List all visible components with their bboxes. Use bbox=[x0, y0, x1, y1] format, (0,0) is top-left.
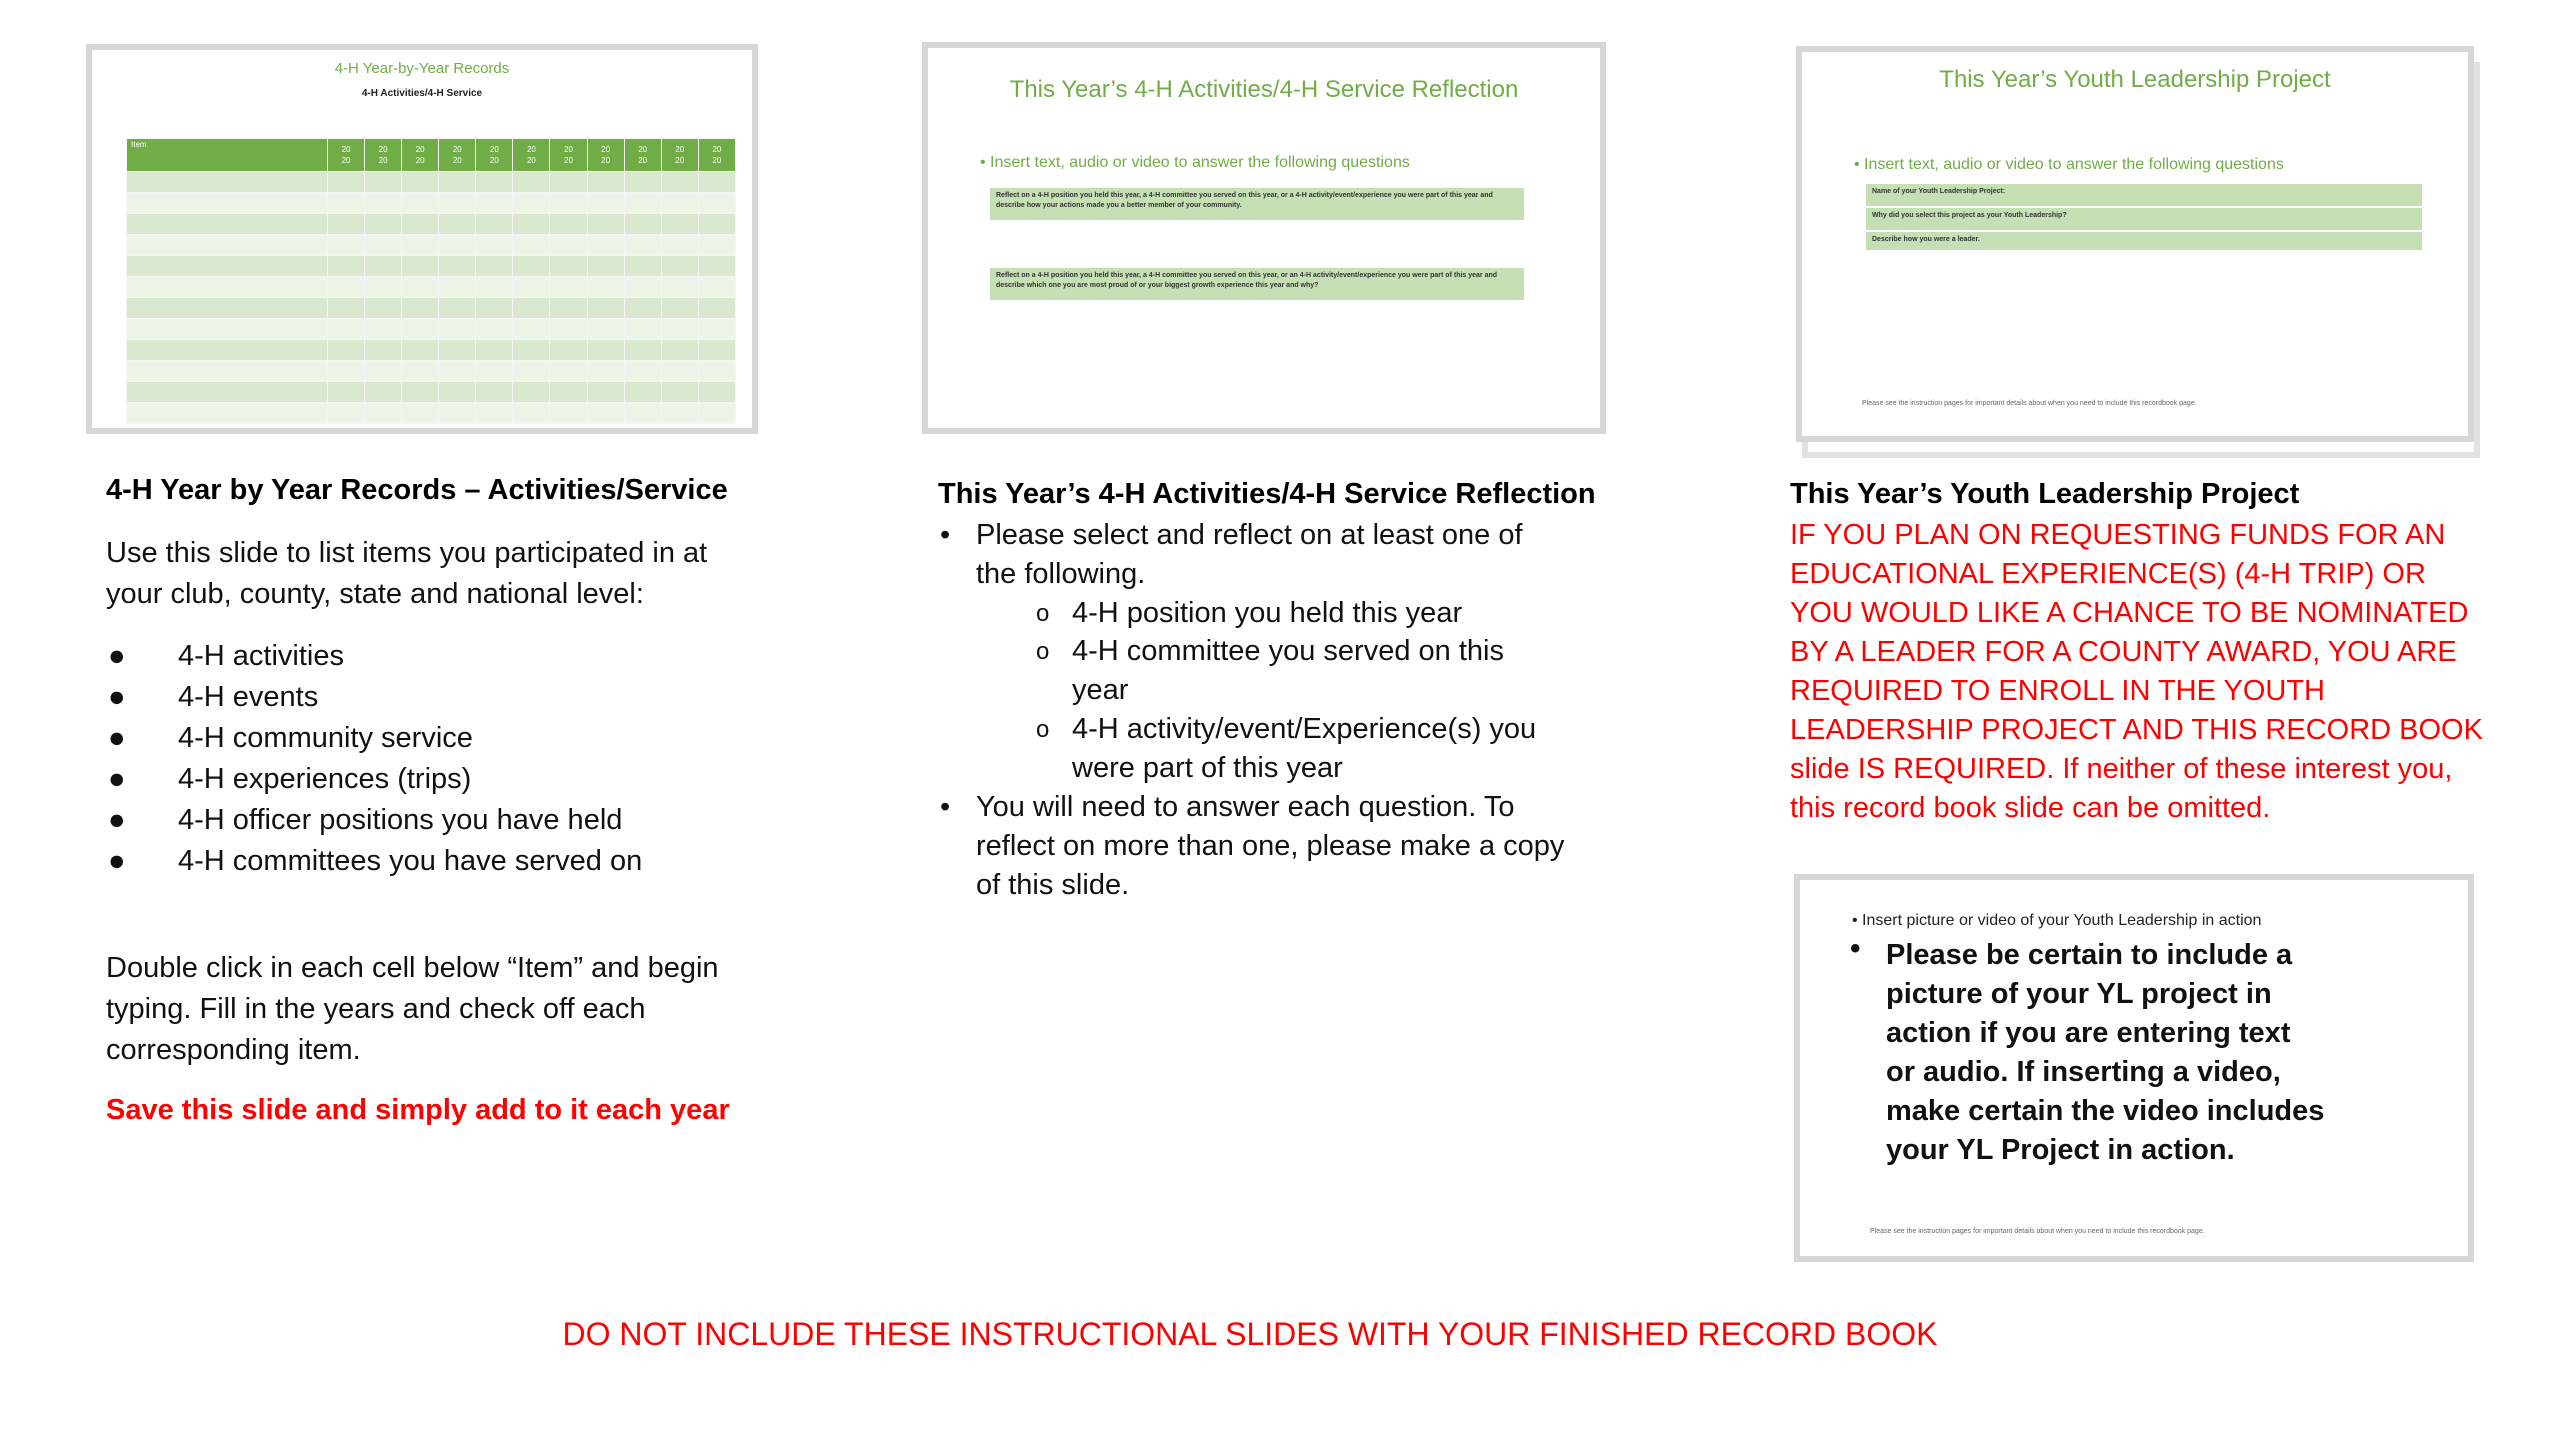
table-cell bbox=[402, 193, 439, 214]
table-cell bbox=[439, 298, 476, 319]
thumb-title: This Year’s 4-H Activities/4-H Service Reflection bbox=[1009, 76, 1519, 103]
table-cell bbox=[661, 172, 698, 193]
table-cell bbox=[476, 214, 513, 235]
table-cell bbox=[513, 382, 550, 403]
table-cell bbox=[365, 235, 402, 256]
table-cell bbox=[624, 193, 661, 214]
list-item: ● 4-H experiences (trips) bbox=[108, 763, 472, 795]
list-item: ● 4-H committees you have served on bbox=[108, 845, 643, 877]
reflection-thumbnail bbox=[922, 42, 1606, 434]
year-header: 20 20 bbox=[550, 139, 587, 172]
table-cell bbox=[513, 319, 550, 340]
table-cell bbox=[661, 361, 698, 382]
table-cell bbox=[513, 214, 550, 235]
year-header: 20 20 bbox=[698, 139, 735, 172]
table-cell bbox=[698, 340, 735, 361]
table-cell bbox=[328, 235, 365, 256]
table-cell bbox=[365, 277, 402, 298]
table-cell bbox=[439, 382, 476, 403]
table-cell bbox=[365, 193, 402, 214]
table-cell bbox=[328, 298, 365, 319]
list-item: ● 4-H community service bbox=[108, 722, 473, 754]
table-row bbox=[127, 214, 736, 235]
table-cell bbox=[402, 403, 439, 424]
table-row bbox=[127, 319, 736, 340]
table-cell bbox=[550, 382, 587, 403]
year-header: 20 20 bbox=[365, 139, 402, 172]
table-cell bbox=[365, 298, 402, 319]
table-cell bbox=[587, 277, 624, 298]
table-cell bbox=[365, 361, 402, 382]
table-cell bbox=[550, 235, 587, 256]
table-cell bbox=[513, 403, 550, 424]
thumb-small-bullet: • Insert picture or video of your Youth Leadership in action bbox=[1852, 912, 2262, 929]
table-cell bbox=[698, 298, 735, 319]
table-cell bbox=[476, 193, 513, 214]
table-row bbox=[127, 403, 736, 424]
thumb-large-bullet: Please be certain to include a picture of your YL project in action if you are entering text or audio. If inserting a video, make certain the video includes your YL Project in action. bbox=[1886, 939, 2325, 1166]
thumb-footnote: Please see the instruction pages for important details about when you need to include this recordbook page. bbox=[1870, 1228, 2205, 1235]
table-cell bbox=[587, 382, 624, 403]
table-cell bbox=[365, 403, 402, 424]
thumb-footnote: Please see the instruction pages for important details about when you need to include this recordbook page. bbox=[1862, 400, 2197, 407]
col1-item-list bbox=[106, 636, 766, 882]
table-cell bbox=[550, 277, 587, 298]
table-cell bbox=[365, 172, 402, 193]
table-cell bbox=[402, 256, 439, 277]
col2-sub-1-marker: o bbox=[1036, 600, 1050, 627]
table-cell bbox=[439, 172, 476, 193]
col2-bullet-2-marker: • bbox=[940, 791, 951, 823]
thumb-bullet: • Insert text, audio or video to answer the following questions bbox=[980, 154, 1410, 171]
year-header: 20 20 bbox=[402, 139, 439, 172]
table-row bbox=[127, 361, 736, 382]
table-cell bbox=[587, 172, 624, 193]
table-cell bbox=[698, 172, 735, 193]
table-cell bbox=[550, 193, 587, 214]
table-cell bbox=[127, 403, 328, 424]
table-cell bbox=[698, 361, 735, 382]
table-cell bbox=[698, 382, 735, 403]
table-cell bbox=[476, 361, 513, 382]
table-cell bbox=[661, 214, 698, 235]
table-cell bbox=[587, 403, 624, 424]
table-cell bbox=[402, 277, 439, 298]
grid-body bbox=[127, 172, 736, 424]
table-cell bbox=[476, 172, 513, 193]
year-header: 20 20 bbox=[476, 139, 513, 172]
table-cell bbox=[661, 277, 698, 298]
table-cell bbox=[550, 214, 587, 235]
table-cell bbox=[476, 340, 513, 361]
reflection-box-1: Reflect on a 4-H position you held this year, a 4-H committee you served on this year, or a 4-H activity/event/experience you were part of this year and describe how your actions made you a better member of your community. bbox=[990, 188, 1524, 220]
table-cell bbox=[587, 340, 624, 361]
table-cell bbox=[661, 319, 698, 340]
table-cell bbox=[513, 298, 550, 319]
leadership-row-3: Describe how you were a leader. bbox=[1872, 236, 1980, 243]
table-cell bbox=[624, 172, 661, 193]
table-cell bbox=[328, 382, 365, 403]
table-cell bbox=[624, 382, 661, 403]
table-cell bbox=[476, 382, 513, 403]
table-cell bbox=[698, 193, 735, 214]
col2-heading: This Year’s 4-H Activities/4-H Service Reflection bbox=[938, 478, 1596, 510]
table-cell bbox=[328, 361, 365, 382]
table-cell bbox=[513, 256, 550, 277]
table-cell bbox=[661, 193, 698, 214]
col3-heading: This Year’s Youth Leadership Project bbox=[1790, 478, 2300, 510]
leadership-picture-thumbnail bbox=[1794, 874, 2474, 1262]
table-cell bbox=[624, 277, 661, 298]
table-cell bbox=[328, 214, 365, 235]
table-cell bbox=[698, 256, 735, 277]
table-cell bbox=[365, 256, 402, 277]
table-cell bbox=[439, 235, 476, 256]
table-cell bbox=[127, 235, 328, 256]
year-header: 20 20 bbox=[624, 139, 661, 172]
table-cell bbox=[439, 361, 476, 382]
thumb-subtitle: 4-H Activities/4-H Service bbox=[361, 88, 483, 99]
table-cell bbox=[661, 382, 698, 403]
col2-sub-2-marker: o bbox=[1036, 638, 1050, 665]
table-cell bbox=[698, 214, 735, 235]
col1-heading: 4-H Year by Year Records – Activities/Service bbox=[106, 474, 728, 506]
col2-sub-3-marker: o bbox=[1036, 716, 1050, 743]
table-cell bbox=[127, 382, 328, 403]
col1-save-note: Save this slide and simply add to it each year bbox=[106, 1094, 730, 1126]
table-cell bbox=[402, 319, 439, 340]
table-cell bbox=[127, 214, 328, 235]
table-cell bbox=[513, 361, 550, 382]
table-row bbox=[127, 298, 736, 319]
table-cell bbox=[439, 193, 476, 214]
records-grid bbox=[126, 138, 736, 424]
table-cell bbox=[402, 340, 439, 361]
table-cell bbox=[550, 361, 587, 382]
col2-sub-1: 4-H position you held this year bbox=[1072, 597, 1463, 629]
footer-notice: DO NOT INCLUDE THESE INSTRUCTIONAL SLIDES WITH YOUR FINISHED RECORD BOOK bbox=[562, 1316, 1938, 1352]
table-cell bbox=[127, 256, 328, 277]
table-row bbox=[127, 235, 736, 256]
table-cell bbox=[476, 277, 513, 298]
table-cell bbox=[127, 298, 328, 319]
year-header: 20 20 bbox=[661, 139, 698, 172]
table-cell bbox=[587, 235, 624, 256]
col3-warning: IF YOU PLAN ON REQUESTING FUNDS FOR AN EDUCATIONAL EXPERIENCE(S) (4-H TRIP) OR YOU WOULD LIKE A CHANCE TO BE NOMINATED BY A LEADER FOR A COUNTY AWARD, YOU ARE REQUIRED TO ENROLL IN THE YOUTH LEADERSHIP PROJECT AND THIS RECORD BOOK slide IS REQUIRED. If neither of these interest you, this record book slide can be omitted. bbox=[1790, 519, 2483, 824]
table-cell bbox=[513, 340, 550, 361]
table-cell bbox=[624, 340, 661, 361]
col1-intro: Use this slide to list items you participated in at your club, county, state and national level: bbox=[106, 537, 708, 610]
table-cell bbox=[328, 403, 365, 424]
table-cell bbox=[698, 319, 735, 340]
table-cell bbox=[698, 235, 735, 256]
col2-bullet-1: Please select and reflect on at least one of the following. bbox=[976, 519, 1523, 590]
table-cell bbox=[698, 277, 735, 298]
table-cell bbox=[127, 340, 328, 361]
table-row bbox=[127, 340, 736, 361]
list-item: ● 4-H officer positions you have held bbox=[108, 804, 623, 836]
col2-bullet-2: You will need to answer each question. To reflect on more than one, please make a copy of this slide. bbox=[976, 791, 1565, 901]
table-cell bbox=[661, 235, 698, 256]
table-row bbox=[127, 382, 736, 403]
table-cell bbox=[624, 214, 661, 235]
table-cell bbox=[328, 277, 365, 298]
table-row bbox=[127, 172, 736, 193]
col2-sub-2: 4-H committee you served on this year bbox=[1072, 635, 1504, 706]
table-cell bbox=[587, 256, 624, 277]
table-cell bbox=[402, 214, 439, 235]
year-header: 20 20 bbox=[513, 139, 550, 172]
table-cell bbox=[550, 172, 587, 193]
table-cell bbox=[365, 319, 402, 340]
table-cell bbox=[365, 382, 402, 403]
table-cell bbox=[587, 298, 624, 319]
table-cell bbox=[328, 193, 365, 214]
table-cell bbox=[127, 361, 328, 382]
table-cell bbox=[365, 340, 402, 361]
item-header: Item bbox=[127, 139, 328, 172]
list-item: ● 4-H activities bbox=[108, 640, 344, 672]
reflection-box-2: Reflect on a 4-H position you held this year, a 4-H committee you served on this year, or an 4-H activity/event/experience you were part of this year and describe which one you are most proud of or your biggest growth experience this year and why? bbox=[990, 268, 1524, 300]
thumb-bullet: • Insert text, audio or video to answer the following questions bbox=[1854, 156, 2284, 173]
table-cell bbox=[476, 256, 513, 277]
table-cell bbox=[550, 403, 587, 424]
leadership-row-1: Name of your Youth Leadership Project: bbox=[1866, 184, 2422, 208]
table-cell bbox=[127, 172, 328, 193]
table-cell bbox=[698, 403, 735, 424]
list-item: ● 4-H events bbox=[108, 681, 319, 713]
table-cell bbox=[402, 298, 439, 319]
table-cell bbox=[624, 403, 661, 424]
leadership-thumbnail bbox=[1796, 46, 2474, 442]
table-cell bbox=[624, 235, 661, 256]
table-cell bbox=[402, 235, 439, 256]
thumb-large-bullet-marker: • bbox=[1850, 932, 1861, 965]
table-cell bbox=[550, 298, 587, 319]
year-header: 20 20 bbox=[439, 139, 476, 172]
table-cell bbox=[439, 256, 476, 277]
table-cell bbox=[476, 403, 513, 424]
table-cell bbox=[513, 235, 550, 256]
table-cell bbox=[513, 193, 550, 214]
table-cell bbox=[661, 403, 698, 424]
table-cell bbox=[550, 319, 587, 340]
table-cell bbox=[587, 214, 624, 235]
table-cell bbox=[439, 403, 476, 424]
table-cell bbox=[127, 193, 328, 214]
table-cell bbox=[328, 319, 365, 340]
table-cell bbox=[476, 319, 513, 340]
year-header: 20 20 bbox=[328, 139, 365, 172]
table-cell bbox=[127, 319, 328, 340]
table-cell bbox=[328, 340, 365, 361]
table-cell bbox=[587, 319, 624, 340]
table-cell bbox=[328, 256, 365, 277]
table-row bbox=[127, 193, 736, 214]
table-cell bbox=[513, 277, 550, 298]
table-cell bbox=[587, 361, 624, 382]
table-cell bbox=[624, 298, 661, 319]
year-records-thumbnail bbox=[86, 44, 758, 434]
table-cell bbox=[439, 214, 476, 235]
thumb-title: 4-H Year-by-Year Records bbox=[334, 60, 510, 77]
table-cell bbox=[328, 172, 365, 193]
thumb-title: This Year’s Youth Leadership Project bbox=[1939, 66, 2331, 93]
table-cell bbox=[402, 382, 439, 403]
table-cell bbox=[624, 361, 661, 382]
table-cell bbox=[476, 298, 513, 319]
leadership-row-2: Why did you select this project as your Youth Leadership? bbox=[1866, 208, 2422, 232]
table-cell bbox=[402, 361, 439, 382]
col2-bullet-1-marker: • bbox=[940, 519, 951, 551]
table-cell bbox=[624, 256, 661, 277]
grid-header-row bbox=[127, 139, 736, 172]
col2-sub-3: 4-H activity/event/Experience(s) you were part of this year bbox=[1072, 713, 1537, 784]
table-cell bbox=[624, 319, 661, 340]
table-cell bbox=[439, 319, 476, 340]
table-cell bbox=[365, 214, 402, 235]
col1-instructions: Double click in each cell below “Item” and begin typing. Fill in the years and check off each corresponding item. bbox=[106, 952, 719, 1066]
table-cell bbox=[550, 256, 587, 277]
leadership-questions-box bbox=[1866, 184, 2422, 250]
table-row bbox=[127, 256, 736, 277]
table-cell bbox=[439, 340, 476, 361]
table-cell bbox=[402, 172, 439, 193]
table-cell bbox=[476, 235, 513, 256]
table-row bbox=[127, 277, 736, 298]
table-cell bbox=[439, 277, 476, 298]
year-header: 20 20 bbox=[587, 139, 624, 172]
table-cell bbox=[550, 340, 587, 361]
table-cell bbox=[661, 340, 698, 361]
table-cell bbox=[587, 193, 624, 214]
table-cell bbox=[661, 298, 698, 319]
table-cell bbox=[513, 172, 550, 193]
table-cell bbox=[127, 277, 328, 298]
table-cell bbox=[661, 256, 698, 277]
